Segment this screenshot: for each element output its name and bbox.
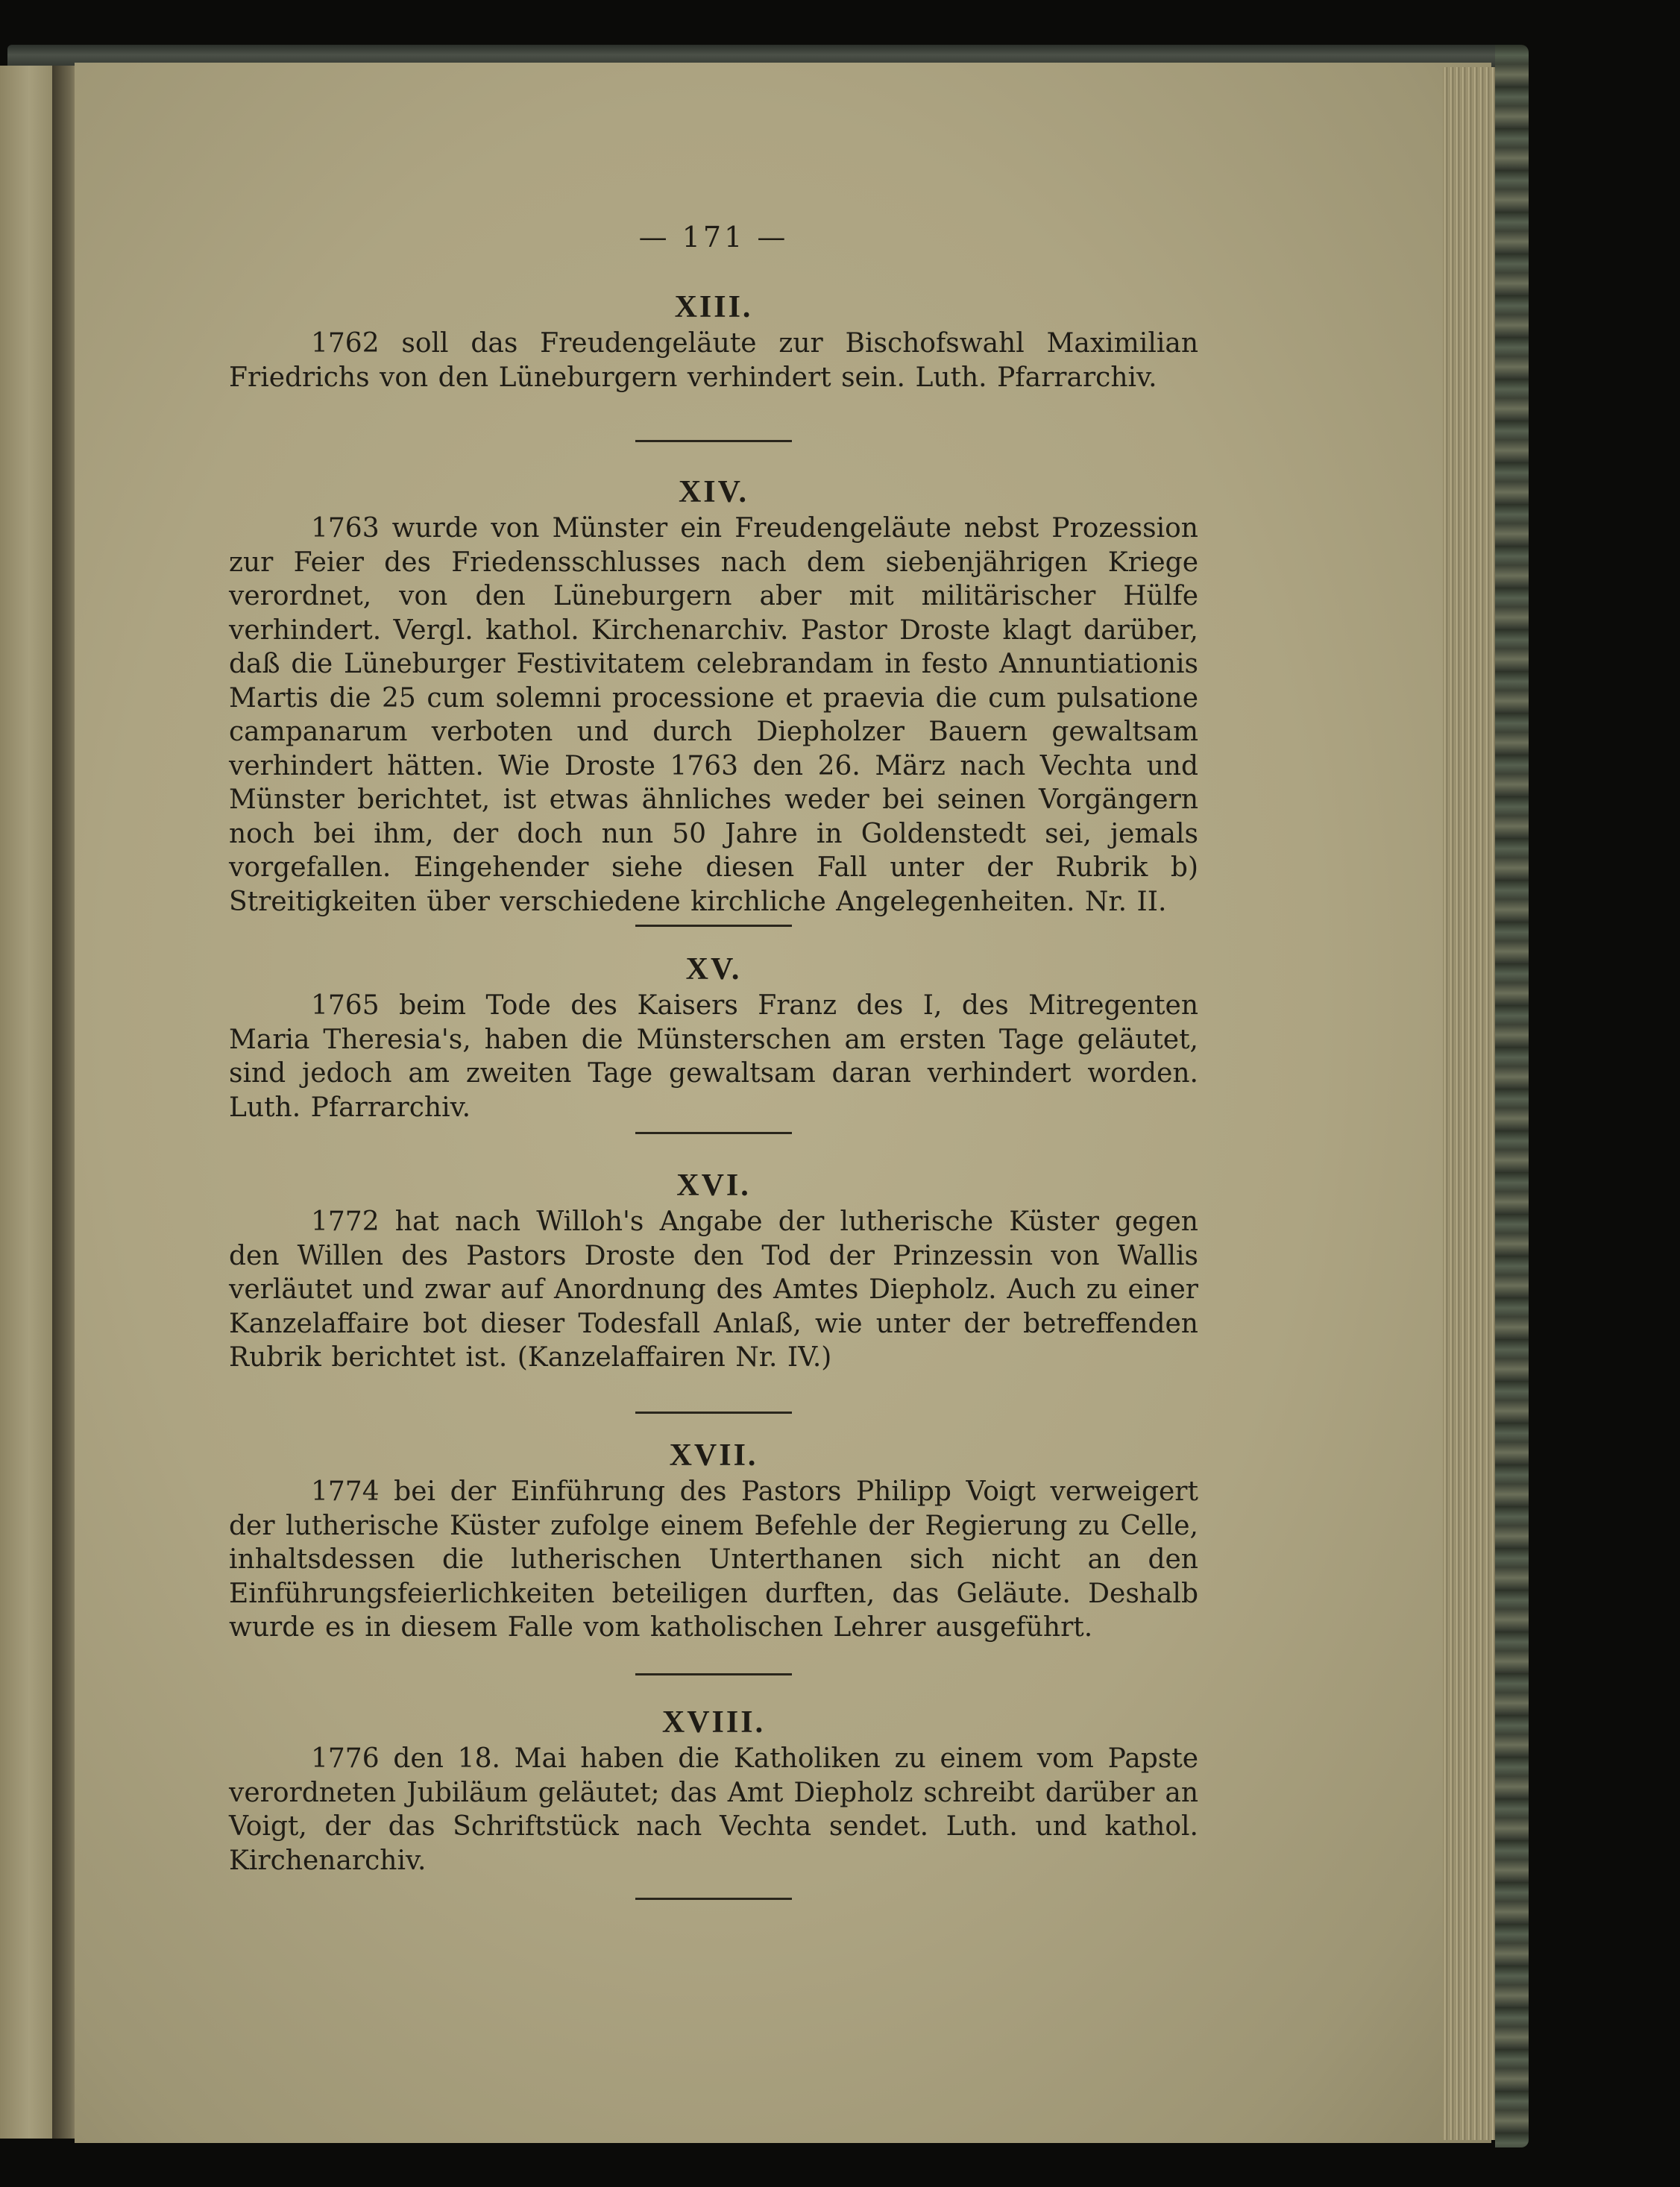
section-text: 1762 soll das Freudengeläute zur Bischofswahl Maximilian Friedrichs von den Lüneburgern verhindert sein. Luth. Pfarrarchiv. [229, 328, 1198, 393]
section-divider [635, 925, 792, 927]
section-divider [635, 1132, 792, 1134]
section-xvii [229, 1438, 1198, 1645]
section-heading: XVIII. [661, 1705, 766, 1740]
book-cover-right-edge [1495, 45, 1529, 2147]
page-number: — 171 — [638, 221, 789, 254]
section-xv [229, 951, 1198, 1124]
section-text: 1776 den 18. Mai haben die Katholiken zu einem vom Papste verordneten Jubiläum geläutet; das Amt Diepholz schreibt darüber an Voigt, der das Schriftstück nach Vechta sendet. Luth. und kathol. Kirchenarchiv. [229, 1743, 1198, 1876]
left-page-sliver [0, 66, 58, 2139]
section-text: 1765 beim Tode des Kaisers Franz des I, des Mitregenten Maria Theresia's, haben die Münsterschen am ersten Tage geläutet, sind jedoch am zweiten Tage gewaltsam daran verhindert worden. Luth. Pfarrarchiv. [229, 990, 1198, 1123]
section-divider [635, 1673, 792, 1675]
section-divider [635, 1898, 792, 1900]
section-text: 1774 bei der Einführung des Pastors Philipp Voigt verweigert der lutherische Küster zufolge einem Befehle der Regierung zu Celle, inhaltsdessen die lutherischen Unterthanen sich nicht an den Einführungsfeierlichkeiten beteiligen durften, das Geläute. Deshalb wurde es in diesem Falle vom katholischen Lehrer ausgeführt. [229, 1476, 1198, 1643]
section-divider [635, 1412, 792, 1414]
section-divider [635, 440, 792, 442]
section-xiii [229, 289, 1198, 394]
section-xiv [229, 474, 1198, 919]
page-edges [1443, 67, 1503, 2140]
section-xviii [229, 1705, 1198, 1878]
section-heading: XVII. [669, 1438, 758, 1473]
section-text: 1772 hat nach Willoh's Angabe der lutherische Küster gegen den Willen des Pastors Droste den Tod der Prinzessin von Wallis verläutet und zwar auf Anordnung des Amtes Diepholz. Auch zu einer Kanzelaffaire bot dieser Todesfall Anlaß, wie unter der betreffenden Rubrik berichtet ist. (Kanzelaffairen Nr. IV.) [229, 1206, 1198, 1373]
section-xvi [229, 1168, 1198, 1375]
section-heading: XVI. [676, 1168, 751, 1203]
section-heading: XV. [685, 952, 742, 986]
section-heading: XIV. [678, 475, 749, 509]
section-text: 1763 wurde von Münster ein Freudengeläute nebst Prozession zur Feier des Friedensschlusses nach dem siebenjährigen Kriege verordnet, von den Lüneburgern aber mit militärischer Hülfe verhindert. Vergl. kathol. Kirchenarchiv. Pastor Droste klagt darüber, daß die Lüneburger Festivitatem celebrandam in festo Annuntiationis Martis die 25 cum solemni processione et praevia die cum pulsatione campanarum verboten und durch Diepholzer Bauern gewaltsam verhindert hätten. Wie Droste 1763 den 26. März nach Vechta und Münster berichtet, ist etwas ähnliches weder bei seinen Vorgängern noch bei ihm, der doch nun 50 Jahre in Goldenstedt sei, jemals vorgefallen. Eingehender siehe diesen Fall unter der Rubrik b) Streitigkeiten über verschiedene kirchliche Angelegenheiten. Nr. II. [229, 513, 1198, 917]
section-heading: XIII. [674, 290, 753, 324]
